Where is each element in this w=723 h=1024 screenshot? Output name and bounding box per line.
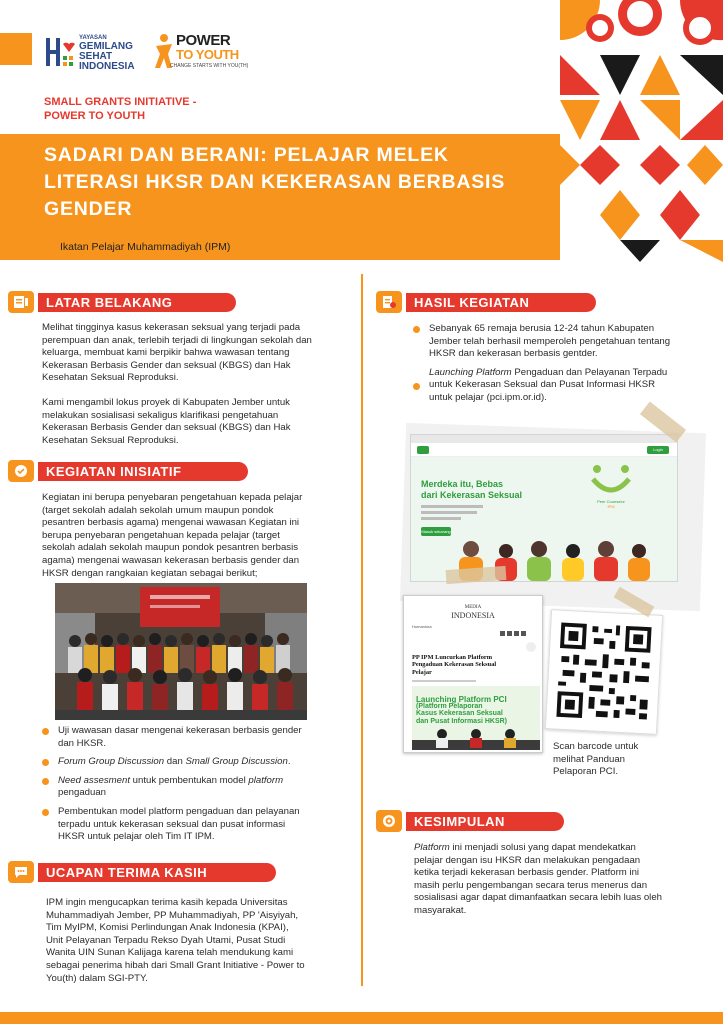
geometric-pattern <box>560 0 723 262</box>
grants-line1: SMALL GRANTS INITIATIVE - <box>44 96 197 108</box>
news-article-screenshot <box>403 595 543 753</box>
italic-term: Small Group Discussion <box>185 756 288 768</box>
italic-term: platform <box>248 774 284 786</box>
masthead-line: MEDIA <box>464 605 482 610</box>
text-line: Kegiatan ini berupa penyebaran pengetahuan kepada pelajar <box>42 492 303 503</box>
peer-counselor-label <box>581 499 641 509</box>
site-logo-icon <box>417 446 429 454</box>
text-line: pengaduan <box>58 787 107 799</box>
bullet-dot-icon <box>413 326 420 333</box>
share-icon[interactable] <box>521 631 526 636</box>
italic-term: Need assesment <box>58 774 130 786</box>
text-line: Tim MyIPM, Komisi Perlindungan Anak Indonesia (KPAI), <box>46 922 289 934</box>
text-line: Kekerasan Berbasis Gender dan seksual (KBGS) dan Hak <box>42 359 291 371</box>
text-line: (target sekolah adalah sekolah umum maupun pondok <box>42 504 274 516</box>
text-line: Wanita UIN Sunan Kalijaga karena telah mendukung kami <box>46 947 294 959</box>
list-item <box>42 775 347 800</box>
italic-term: Forum Group Discussion <box>58 756 165 768</box>
section-kegiatan-inisiatif-heading <box>8 460 248 482</box>
news-masthead <box>404 604 542 620</box>
headline-line: dari Kekerasan Seksual <box>421 490 523 500</box>
document-icon <box>8 291 34 313</box>
grants-line2: POWER TO YOUTH <box>44 110 146 122</box>
banner-line: Kasus Kekerasan Seksual <box>416 710 503 718</box>
site-headline <box>421 479 522 501</box>
text-line: masih perlu pengembangan secara terus menerus dan <box>414 879 648 891</box>
news-section-label: Humaniora <box>412 624 432 629</box>
target-icon <box>376 810 402 832</box>
kegiatan-bullet-list <box>42 725 347 850</box>
qr-code[interactable] <box>545 609 663 735</box>
text-line: Jember telah berhasil memperoleh pengetahuan tentang <box>429 335 671 347</box>
grants-label <box>44 95 196 123</box>
text-line: Kami mengambil lokus proyek di Kabupaten Jember untuk <box>42 397 290 408</box>
list-item <box>413 323 713 361</box>
text-line: HKSR dan kekerasan berbasis gentder. <box>429 348 598 360</box>
footer-bar <box>0 1012 723 1024</box>
text-line: Kesehatan Seksual Reproduksi. <box>42 434 179 446</box>
section-latar-belakang-heading <box>8 291 248 313</box>
poster-header <box>0 0 723 262</box>
bullet-dot-icon <box>42 728 49 735</box>
banner-line: Launching Platform PCI <box>416 695 507 704</box>
pty-line1: POWER <box>176 32 231 49</box>
pty-tagline: CHANGE STARTS WITH YOU(TH) <box>170 63 249 69</box>
logo-sublabel: IPM <box>607 504 615 509</box>
share-icon[interactable] <box>507 631 512 636</box>
share-icon[interactable] <box>514 631 519 636</box>
text-line: You(th) dalam SGI-PTY. <box>46 972 148 984</box>
headline-line: PP IPM Luncurkan Platform <box>412 654 493 661</box>
orange-tab-decoration <box>0 33 32 65</box>
banner-line: (Platform Pelaporan <box>416 703 483 711</box>
text-line: keluarga, membuat kami berpikir bahwa wawasan tentang <box>42 347 290 359</box>
search-icon[interactable] <box>526 642 536 652</box>
enter-now-button[interactable]: Masuk sekarang <box>421 529 451 534</box>
power-to-youth-logo <box>152 30 252 74</box>
placeholder-line <box>421 505 483 508</box>
latar-paragraph-2 <box>42 397 347 447</box>
banner-text <box>416 696 507 725</box>
site-hero <box>411 457 677 581</box>
text-fragment: Pengaduan dan Pelayanan Terpadu <box>511 366 668 378</box>
ygsi-line1: YAYASAN <box>79 35 107 41</box>
share-icons <box>500 623 534 629</box>
ucapan-terima-kasih-title: UCAPAN TERIMA KASIH <box>38 863 276 882</box>
poster-title <box>44 142 604 223</box>
title-line3: GENDER <box>44 198 133 220</box>
ygsi-line2: GEMILANG <box>79 41 133 52</box>
section-ucapan-terima-kasih-heading <box>8 861 278 883</box>
list-item <box>42 725 347 750</box>
text-line: terpadu untuk kekerasan seksual dan pusat informasi <box>58 818 286 830</box>
headline-line: Merdeka itu, Bebas <box>421 479 504 489</box>
section-kesimpulan-heading <box>376 810 576 832</box>
organization-subtitle: Ikatan Pelajar Muhammadiyah (IPM) <box>60 241 231 253</box>
kesimpulan-title: KESIMPULAN <box>406 812 564 831</box>
ygsi-logo <box>44 34 144 72</box>
text-fragment: ini menjadi solusi yang dapat mendekatkan <box>449 842 636 853</box>
people-front-row <box>77 668 293 710</box>
hasil-bullet-list <box>413 323 713 411</box>
headline-line: Pengaduan Kekerasan Seksual <box>412 661 497 669</box>
text-line: sekolah adalah sekolah maupun pondok pesantren berbasis <box>42 542 299 554</box>
panel-speakers <box>412 726 540 750</box>
text-line: dan HKSR. <box>58 737 106 749</box>
text-line: masyarakat. <box>414 904 467 916</box>
title-line1: SADARI DAN BERANI: PELAJAR MELEK <box>44 144 449 166</box>
text-line: Pelaporan PCI. <box>553 766 619 778</box>
ygsi-mark-icon <box>44 36 76 68</box>
text-line: HKSR dengan rangkaian kegiatan sebagai berikut; <box>42 567 258 579</box>
text-line: Scan barcode untuk <box>553 741 639 752</box>
text-line: Muhammadiyah Jember, PP Muhammadiyah, PP 'Aisyiyah, <box>46 909 299 921</box>
website-screenshot <box>410 434 678 582</box>
bullet-dot-icon <box>42 778 49 785</box>
text-line: Kesehatan Seksual Reproduksi. <box>42 372 179 384</box>
report-icon <box>376 291 402 313</box>
qr-caption <box>553 741 663 779</box>
text-line: Kekerasan Berbasis Gender dan seksual (KBGS) dan Hak <box>42 422 291 434</box>
text-line: sebagai penerima hibah dari Small Grant Initiative - Power to <box>46 959 305 971</box>
text-line: pelajar dengan isu HKSR dan melakukan pengadaan <box>414 854 641 866</box>
title-line2: LITERASI HKSR DAN KEKERASAN BERBASIS <box>44 171 506 193</box>
text-line: Melihat tingginya kasus kekerasan seksual yang terjadi pada <box>42 322 301 333</box>
ygsi-wordmark <box>79 34 135 72</box>
placeholder-line <box>421 511 477 514</box>
pty-line2: TO YOUTH <box>176 47 239 62</box>
kesimpulan-paragraph <box>414 842 714 918</box>
text-line: melakukan sosialisasi sekaligus klarifikasi pengetahuan <box>42 409 279 421</box>
bullet-dot-icon <box>42 759 49 766</box>
text-line: ketika terjadi kekerasan berbasis gender. Platform ini <box>414 867 640 879</box>
text-line: berupa penyebaran pengetahuan kepada pelajar (target <box>42 529 280 541</box>
italic-term: Platform <box>414 842 450 853</box>
column-divider <box>361 274 363 986</box>
text-fragment: . <box>287 756 291 768</box>
news-banner-image <box>412 686 540 750</box>
ygsi-line4: INDONESIA <box>79 61 135 72</box>
placeholder-line <box>421 517 461 520</box>
banner-line: dan Pusat Informasi HKSR) <box>416 717 508 725</box>
site-nav <box>411 443 677 457</box>
text-line: IPM ingin mengucapkan terima kasih kepada Universitas <box>46 897 288 908</box>
chat-icon <box>8 460 34 482</box>
news-headline <box>412 654 530 676</box>
text-fragment: dan <box>164 756 186 768</box>
speech-bubble-icon <box>8 861 34 883</box>
bullet-dot-icon <box>42 809 49 816</box>
group-photo <box>55 583 307 720</box>
latar-belakang-title: LATAR BELAKANG <box>38 293 236 312</box>
text-line: HKSR untuk pelajar oleh Tim IT IPM. <box>58 831 215 843</box>
masthead-line: INDONESIA <box>451 611 495 620</box>
login-button[interactable]: Login <box>647 446 669 454</box>
italic-term: Launching Platform <box>429 366 512 378</box>
text-line: pesantren berbasis agama) mengenai wawasan Kegiatan ini <box>42 517 300 529</box>
list-item <box>413 367 713 405</box>
list-item <box>42 756 347 769</box>
section-hasil-kegiatan-heading <box>376 291 606 313</box>
text-line: untuk pelajar (pci.ipm.or.id). <box>429 391 547 403</box>
text-line: sosialisasi agar dapat dimanfaatkan secara lebih luas oleh <box>414 892 662 904</box>
text-line: Pembentukan model platform pengaduan dan pelayanan <box>58 805 300 817</box>
text-line: Sebanyak 65 remaja berusia 12-24 tahun Kabupaten <box>429 323 655 334</box>
text-line: perempuan dan anak, terlebih terjadi di lingkungan sekolah dan <box>42 334 312 346</box>
terima-kasih-paragraph <box>46 897 351 985</box>
list-item <box>42 806 347 844</box>
hasil-kegiatan-title: HASIL KEGIATAN <box>406 293 596 312</box>
byline-placeholder <box>412 680 476 682</box>
headline-line: Pelajar <box>412 668 432 676</box>
text-line: Unit Pelayanan Terpadu Rekso Dyah Utami, Pusat Studi <box>46 934 286 946</box>
logo-label: Peer Counselor <box>597 499 625 504</box>
text-fragment: untuk pembentukan model <box>130 774 249 786</box>
bullet-dot-icon <box>413 383 420 390</box>
text-line: Uji wawasan dasar mengenai kekerasan berbasis gender <box>58 725 302 736</box>
kegiatan-inisiatif-title: KEGIATAN INISIATIF <box>38 462 248 481</box>
text-line: untuk Kekerasan Seksual dan Pusat Informasi HKSR <box>429 379 656 391</box>
browser-bar <box>411 435 677 443</box>
share-icon[interactable] <box>500 631 505 636</box>
text-line: agama) mengenai wawasan kekerasan berbasis gender dan <box>42 554 300 566</box>
kegiatan-paragraph <box>42 492 347 580</box>
ygsi-line3: SEHAT <box>79 51 113 62</box>
latar-paragraph-1 <box>42 322 347 385</box>
text-line: melihat Panduan <box>553 753 626 765</box>
